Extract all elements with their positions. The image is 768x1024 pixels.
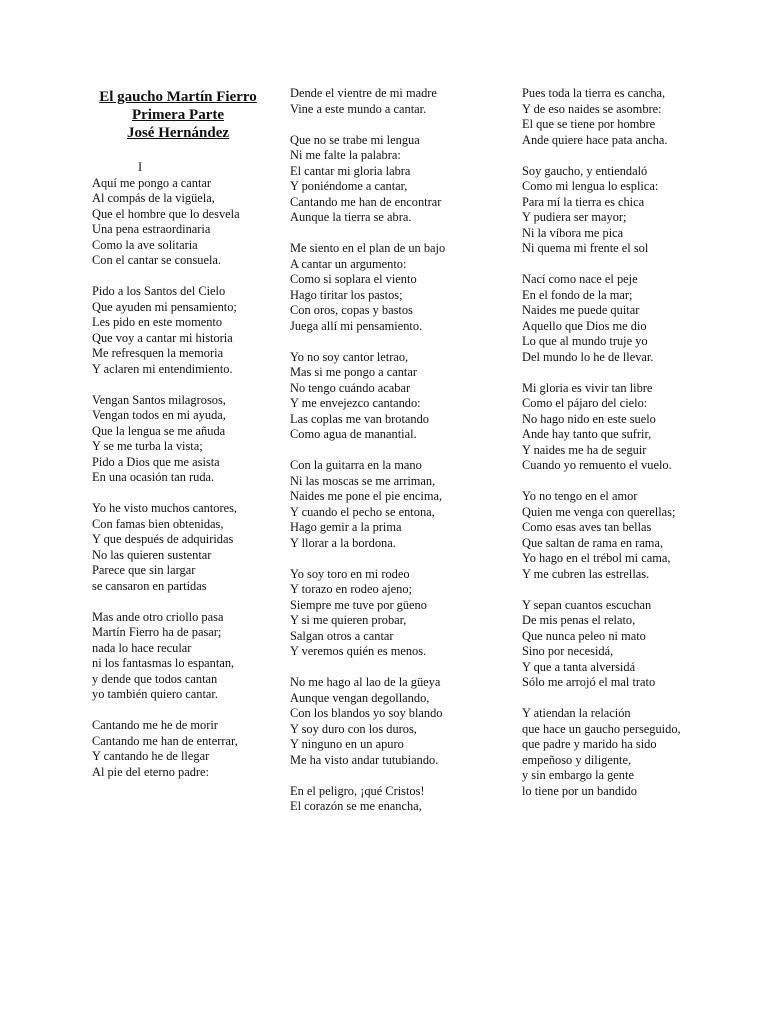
verse-line: Ni las moscas se me arriman, <box>290 473 436 488</box>
verse-line: Hago gemir a la prima <box>290 520 402 534</box>
verse-line: Ande hay tanto que sufrir, <box>522 427 652 441</box>
verse-line: Y si me quieren probar, <box>290 613 407 627</box>
verse-line: Que el hombre que lo desvela <box>92 206 240 221</box>
stanza <box>92 610 264 703</box>
verse-line: nada lo hace recular <box>92 640 192 655</box>
verse-line: Soy gaucho, y entiendaló <box>522 163 648 178</box>
verse-line: Con los blandos yo soy blando <box>290 706 443 720</box>
verse-line: Y poniéndome a cantar, <box>290 179 408 193</box>
verse-line: Como el pájaro del cielo: <box>522 396 648 410</box>
verse-line: Les pido en este momento <box>92 315 223 329</box>
verse-line: Como mi lengua lo esplica: <box>522 179 659 193</box>
column-1 <box>92 88 264 796</box>
verse-line: El corazón se me enancha, <box>290 799 422 813</box>
stanza <box>522 598 681 691</box>
stanza <box>522 86 681 148</box>
verse-line: Martín Fierro ha de pasar; <box>92 625 222 639</box>
poem-title <box>92 88 264 142</box>
stanza-list <box>290 86 445 815</box>
verse-line: Y cantando he de llegar <box>92 749 210 763</box>
stanza <box>522 489 681 582</box>
verse-line: En el peligro, ¡qué Cristos! <box>290 783 425 798</box>
verse-line: Parece que sin largar <box>92 563 196 577</box>
verse-line: Y se me turba la vista; <box>92 439 203 453</box>
verse-line: Aquello que Dios me dio <box>522 318 647 333</box>
verse-line: y dende que todos cantan <box>92 671 218 686</box>
verse-line: Yo no tengo en el amor <box>522 489 638 503</box>
verse-line: Yo soy toro en mi rodeo <box>290 566 410 581</box>
stanza <box>92 176 264 269</box>
verse-line: Lo que al mundo truje yo <box>522 334 648 348</box>
stanza <box>290 350 445 443</box>
stanza <box>290 241 445 334</box>
stanza <box>290 133 445 226</box>
verse-line: De mis penas el relato, <box>522 613 636 627</box>
verse-line: Ni quema mi frente el sol <box>522 241 649 255</box>
verse-line: Con el cantar se consuela. <box>92 253 222 267</box>
verse-line: Y aclaren mi entendimiento. <box>92 361 233 376</box>
stanza <box>522 272 681 365</box>
verse-line: Como esas aves tan bellas <box>522 520 652 534</box>
verse-line: Yo hago en el trébol mi cama, <box>522 551 671 565</box>
verse-line: Y pudiera ser mayor; <box>522 210 627 224</box>
verse-line: yo también quiero cantar. <box>92 687 218 701</box>
stanza <box>92 393 264 486</box>
verse-line: Mas ande otro criollo pasa <box>92 609 224 624</box>
verse-line: No me hago al lao de la güeya <box>290 675 441 689</box>
verse-line: Ande quiere hace pata ancha. <box>522 132 668 147</box>
verse-line: No las quieren sustentar <box>92 547 212 562</box>
verse-line: que padre y marido ha sido <box>522 737 657 751</box>
verse-line: Mas si me pongo a cantar <box>290 365 417 379</box>
verse-line: Yo he visto muchos cantores, <box>92 501 238 515</box>
verse-line: Y naides me ha de seguir <box>522 442 647 457</box>
verse-line: Al compás de la vigüela, <box>92 191 215 205</box>
verse-line: Pues toda la tierra es cancha, <box>522 86 666 100</box>
column-3 <box>522 86 681 815</box>
verse-line: Para mí la tierra es chica <box>522 194 645 209</box>
verse-line: Y ninguno en un apuro <box>290 737 404 751</box>
title-line: El gaucho Martín Fierro <box>99 89 257 105</box>
canto-number: I <box>138 160 143 174</box>
verse-line: Dende el vientre de mi madre <box>290 86 437 100</box>
verse-line: Sino por necesidá, <box>522 644 614 658</box>
stanza <box>92 718 264 780</box>
column-2 <box>290 86 445 830</box>
verse-line: Ni la víbora me pica <box>522 225 624 240</box>
stanza-list <box>522 86 681 799</box>
verse-line: Y que después de adquiridas <box>92 532 234 546</box>
stanza <box>522 706 681 799</box>
verse-line: lo tiene por un bandido <box>522 783 637 798</box>
verse-line: Aquí me pongo a cantar <box>92 175 212 190</box>
verse-line: No hago nido en este suelo <box>522 411 656 426</box>
verse-line: Que ayuden mi pensamiento; <box>92 299 237 314</box>
verse-line: Y torazo en rodeo ajeno; <box>290 582 413 596</box>
stanza <box>522 381 681 474</box>
verse-line: Como la ave solitaria <box>92 237 198 252</box>
verse-line: Vengan Santos milagrosos, <box>92 392 226 407</box>
verse-line: Con la guitarra en la mano <box>290 458 422 472</box>
verse-line: Que saltan de rama en rama, <box>522 535 664 550</box>
verse-line: ni los fantasmas lo espantan, <box>92 656 235 670</box>
verse-line: se cansaron en partidas <box>92 578 207 593</box>
verse-line: Naides me puede quitar <box>522 303 640 317</box>
verse-line: Pido a los Santos del Cielo <box>92 284 226 298</box>
verse-line: Y veremos quién es menos. <box>290 644 427 658</box>
verse-line: y sin embargo la gente <box>522 768 634 782</box>
verse-line: El cantar mi gloria labra <box>290 163 411 178</box>
verse-line: Cantando me han de encontrar <box>290 194 442 209</box>
verse-line: Y me envejezco cantando: <box>290 396 421 410</box>
verse-line: que hace un gaucho perseguido, <box>522 721 681 736</box>
verse-line: Y llorar a la bordona. <box>290 535 396 550</box>
verse-line: Me siento en el plan de un bajo <box>290 241 446 255</box>
verse-line: Las coplas me van brotando <box>290 411 430 426</box>
verse-line: Como si soplara el viento <box>290 272 417 286</box>
verse-line: Hago tiritar los pastos; <box>290 287 403 302</box>
verse-line: Juega allí mi pensamiento. <box>290 318 423 333</box>
verse-line: Y cuando el pecho se entona, <box>290 504 435 519</box>
verse-line: A cantar un argumento: <box>290 256 407 271</box>
title-line: José Hernández <box>126 125 230 141</box>
verse-line: Y soy duro con los duros, <box>290 721 417 736</box>
verse-line: Al pie del eterno padre: <box>92 764 209 779</box>
verse-line: Siempre me tuve por güeno <box>290 597 427 612</box>
verse-line: Cantando me he de morir <box>92 718 218 732</box>
verse-line: Y que a tanta alversidá <box>522 659 636 674</box>
verse-line: Cantando me han de enterrar, <box>92 733 238 748</box>
verse-line: Con oros, copas y bastos <box>290 303 413 317</box>
verse-line: Que no se trabe mi lengua <box>290 132 420 147</box>
verse-line: Naides me pone el pie encima, <box>290 489 443 503</box>
stanza <box>290 86 445 117</box>
verse-line: Yo no soy cantor letrao, <box>290 349 409 364</box>
verse-line: Me ha visto andar tutubiando. <box>290 752 439 767</box>
stanza <box>290 675 445 768</box>
stanza <box>290 458 445 551</box>
verse-line: Y atiendan la relación <box>522 706 631 720</box>
stanza <box>522 164 681 257</box>
verse-line: En el fondo de la mar; <box>522 287 633 302</box>
verse-line: No tengo cuándo acabar <box>290 380 411 395</box>
verse-line: Y me cubren las estrellas. <box>522 566 650 581</box>
verse-line: Sólo me arrojó el mal trato <box>522 675 656 689</box>
verse-line: Que voy a cantar mi historia <box>92 330 233 345</box>
stanza <box>290 784 445 815</box>
verse-line: Vengan todos en mi ayuda, <box>92 408 226 422</box>
verse-line: Cuando yo remuento el vuelo. <box>522 458 672 472</box>
verse-line: Y de eso naides se asombre: <box>522 101 662 116</box>
verse-line: Vine a este mundo a cantar. <box>290 101 427 116</box>
verse-line: Como agua de manantial. <box>290 427 417 441</box>
verse-line: Ni me falte la palabra: <box>290 148 401 162</box>
verse-line: Que la lengua se me añuda <box>92 423 226 438</box>
verse-line: Con famas bien obtenidas, <box>92 516 224 531</box>
verse-line: Y sepan cuantos escuchan <box>522 597 652 612</box>
verse-line: Nací como nace el peje <box>522 272 638 286</box>
verse-line: Me refresquen la memoria <box>92 346 224 360</box>
stanza <box>92 284 264 377</box>
title-line: Primera Parte <box>131 107 225 123</box>
stanza <box>92 501 264 594</box>
verse-line: empeñoso y diligente, <box>522 752 632 767</box>
verse-line: Aunque la tierra se abra. <box>290 210 412 224</box>
verse-line: En una ocasión tan ruda. <box>92 470 215 484</box>
stanza <box>290 567 445 660</box>
verse-line: Aunque vengan degollando, <box>290 690 430 705</box>
verse-line: Mi gloria es vivir tan libre <box>522 380 653 395</box>
verse-line: Salgan otros a cantar <box>290 628 394 643</box>
stanza-list <box>92 176 264 781</box>
verse-line: Que nunca peleo ni mato <box>522 628 646 643</box>
verse-line: Quien me venga con querellas; <box>522 504 676 519</box>
verse-line: El que se tiene por hombre <box>522 117 656 131</box>
verse-line: Pido a Dios que me asista <box>92 454 220 469</box>
verse-line: Una pena estraordinaria <box>92 222 211 236</box>
verse-line: Del mundo lo he de llevar. <box>522 349 654 364</box>
